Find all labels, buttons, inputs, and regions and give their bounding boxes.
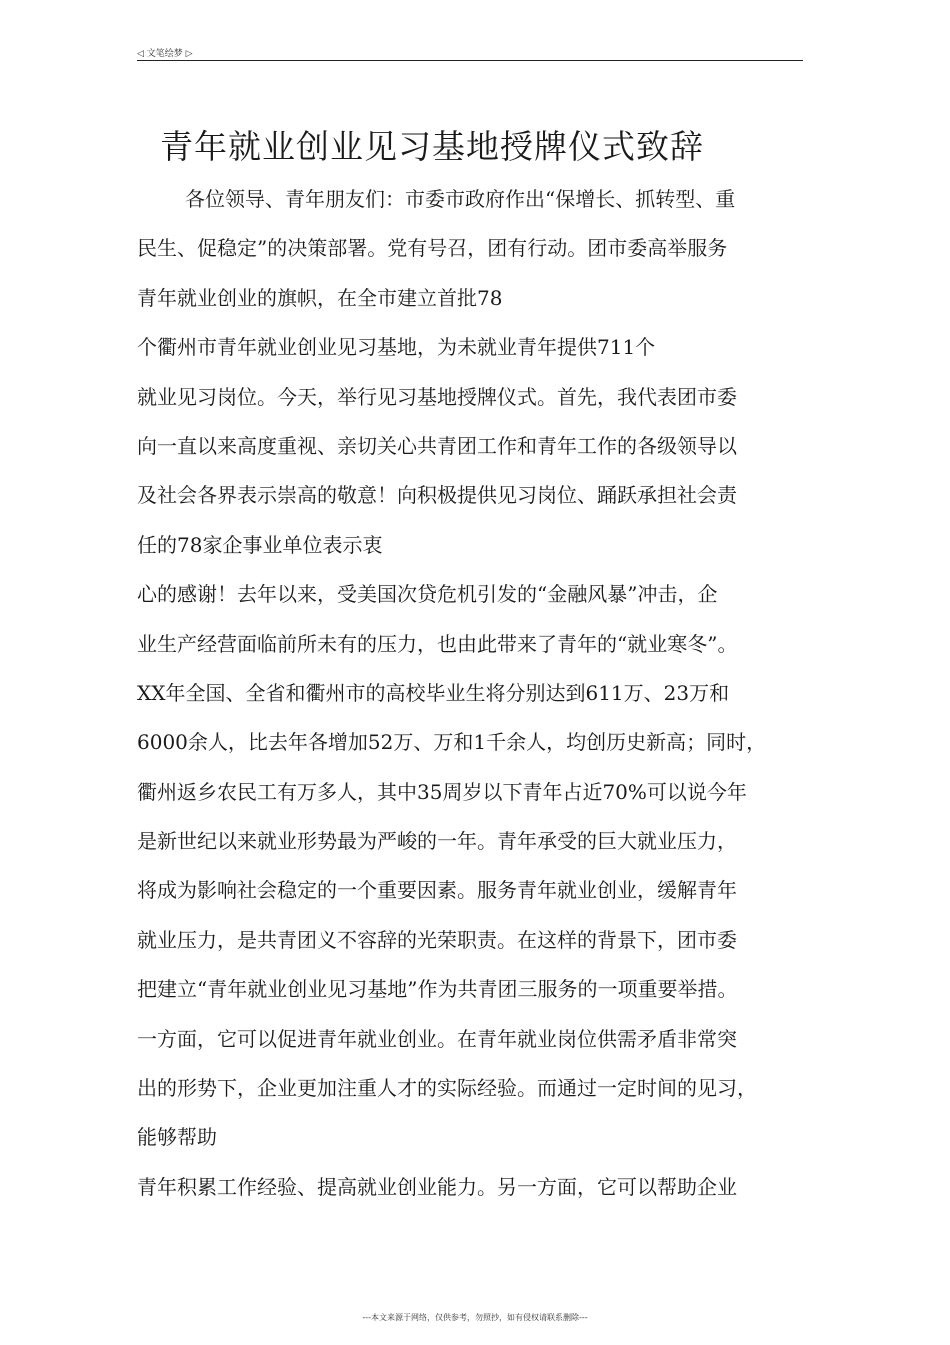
document-body	[137, 175, 817, 1212]
body-line: 青年就业创业的旗帜，在全市建立首批78	[137, 285, 503, 310]
body-line: 一方面，它可以促进青年就业创业。在青年就业岗位供需矛盾非常突	[137, 1026, 737, 1051]
body-line: 衢州返乡农民工有万多人，其中35周岁以下青年占近70%可以说今年	[137, 779, 747, 804]
header-logo-text: ◁ 文笔绘梦 ▷	[137, 49, 193, 59]
body-line: 能够帮助	[137, 1125, 217, 1150]
body-line: XX年全国、全省和衢州市的高校毕业生将分别达到611万、23万和	[137, 680, 730, 705]
body-line: 心的感谢！去年以来，受美国次贷危机引发的“金融风暴”冲击，企	[137, 582, 718, 607]
page-footer-notice: ---本文来源于网络，仅供参考，勿照抄，如有侵权请联系删除---	[362, 1313, 588, 1322]
body-line: 民生、促稳定”的决策部署。党有号召，团有行动。团市委高举服务	[137, 236, 728, 261]
body-line: 向一直以来高度重视、亲切关心共青团工作和青年工作的各级领导以	[137, 433, 737, 458]
body-line: 将成为影响社会稳定的一个重要因素。服务青年就业创业，缓解青年	[137, 878, 737, 903]
body-line: 6000余人，比去年各增加52万、万和1千余人，均创历史新高；同时，	[137, 730, 767, 755]
body-line: 出的形势下，企业更加注重人才的实际经验。而通过一定时间的见习，	[137, 1076, 757, 1101]
body-line: 个衢州市青年就业创业见习基地，为未就业青年提供711个	[137, 335, 656, 360]
body-line: 是新世纪以来就业形势最为严峻的一年。青年承受的巨大就业压力，	[137, 829, 737, 854]
document-title: 青年就业创业见习基地授牌仪式致辞	[160, 127, 704, 166]
body-line: 任的78家企事业单位表示衷	[137, 532, 383, 557]
body-line: 就业见习岗位。今天，举行见习基地授牌仪式。首先，我代表团市委	[137, 384, 737, 409]
body-line: 各位领导、青年朋友们：市委市政府作出“保增长、抓转型、重	[185, 187, 736, 211]
page-header	[137, 44, 803, 61]
body-line: 及社会各界表示崇高的敬意！向积极提供见习岗位、踊跃承担社会责	[137, 483, 737, 508]
body-line: 把建立“青年就业创业见习基地”作为共青团三服务的一项重要举措。	[137, 977, 738, 1002]
body-line: 就业压力，是共青团义不容辞的光荣职责。在这样的背景下，团市委	[137, 927, 737, 952]
body-line: 青年积累工作经验、提高就业创业能力。另一方面，它可以帮助企业	[137, 1174, 737, 1199]
body-line: 业生产经营面临前所未有的压力，也由此带来了青年的“就业寒冬”。	[137, 631, 738, 656]
